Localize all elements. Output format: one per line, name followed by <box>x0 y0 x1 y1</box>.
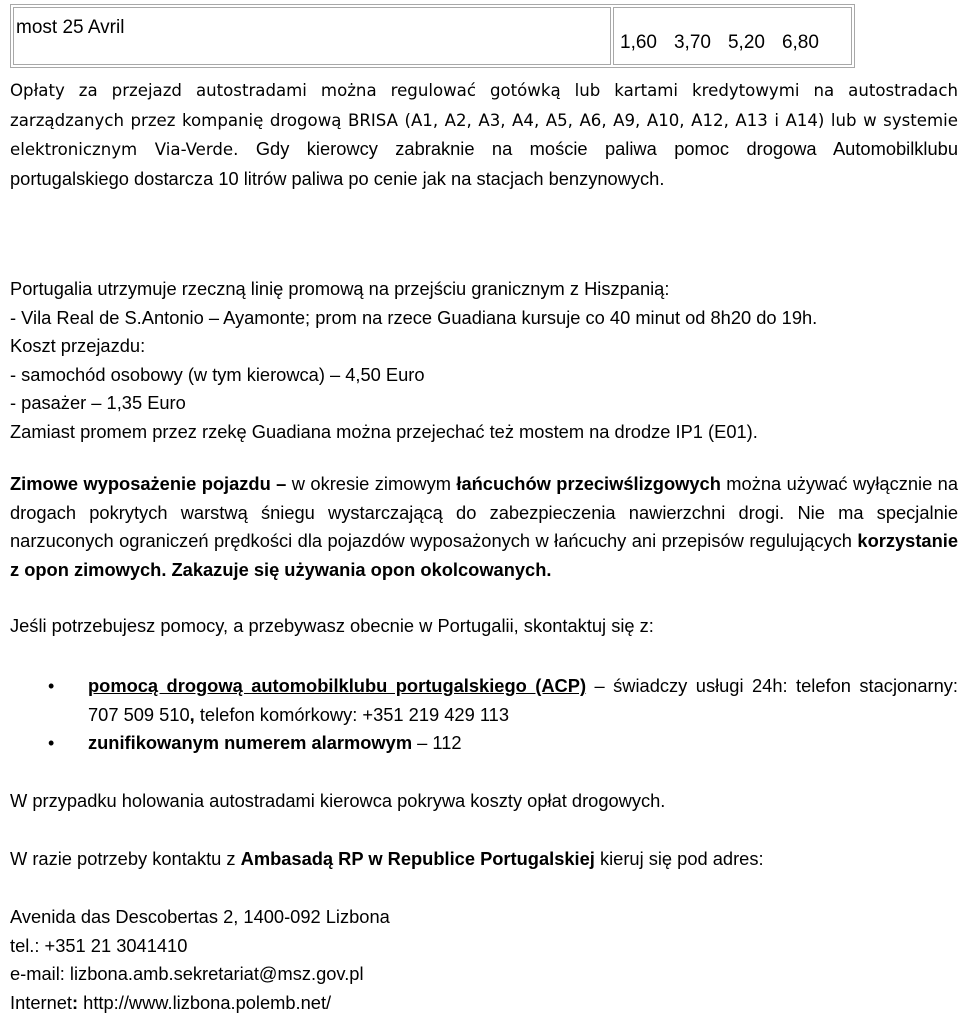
fuel-assistance-text: Gdy kierowcy zabraknie na moście paliwa pomoc drogowa Automobilklubu portugalskiego dostarcza 10 litrów paliwa po cenie jak na stacjach benzynowych. <box>10 138 958 189</box>
winter-text-2: można używać wyłącznie na drogach pokrytych warstwą śniegu wystarczającą do zabezpieczenia nawierzchni drogi. Nie ma specjalnie narzuconych ograniczeń prędkości dla pojazdów wyposażonych w łańcuchy ani przepisów regulujących <box>10 473 959 552</box>
towing-section <box>10 787 958 816</box>
price-class-3: 5,20 <box>727 32 765 53</box>
tolls-paragraph <box>10 76 958 193</box>
winter-section <box>10 470 958 584</box>
embassy-paragraph <box>10 845 958 874</box>
ferry-route: - Vila Real de S.Antonio – Ayamonte; prom na rzece Guadiana kursuje co 40 minut od 8h20 do 19h. <box>10 306 818 328</box>
embassy-section <box>10 845 958 874</box>
snow-chains-term: łańcuchów przeciwślizgowych <box>456 473 721 494</box>
address-tel: tel.: +351 21 3041410 <box>10 934 188 956</box>
acp-mobile-number: : +351 219 429 113 <box>352 703 509 725</box>
address-email: e-mail: lizbona.amb.sekretariat@msz.gov.pl <box>10 963 364 985</box>
internet-label: Internet <box>10 991 72 1013</box>
embassy-text-2: kieruj się pod adres: <box>594 848 764 869</box>
acp-assistance-term: pomocą drogową automobilklubu portugalskiego (ACP) <box>88 675 587 696</box>
toll-table-bridge-cell <box>13 7 611 65</box>
embassy-text-1: W razie potrzeby kontaktu z <box>10 848 241 869</box>
help-contacts-list <box>10 672 958 758</box>
tolls-section <box>10 76 958 193</box>
winter-tyres-term: korzystanie z opon zimowych. <box>10 530 958 580</box>
price-class-1: 1,60 <box>620 32 657 53</box>
address-section <box>10 903 958 1017</box>
bridge-name: most 25 Avril <box>16 17 125 38</box>
acp-comma: , <box>189 703 195 725</box>
internet-url[interactable]: http://www.lizbona.polemb.net/ <box>78 991 332 1013</box>
emergency-number-term: zunifikowanym numerem alarmowym <box>88 732 413 754</box>
studded-tyres-ban: Zakazuje się używania opon okolcowanych. <box>171 558 552 580</box>
toll-table <box>10 4 855 68</box>
tolls-text: Opłaty za przejazd autostradami można regulować gotówką lub kartami kredytowymi na autostradach zarządzanych przez kompanię drogową BRISA (A1, A2, A3, A4, A5, A6, A9, A10, A12, A13 i A14) lub w systemie elektronicznym Via-Verde. <box>10 81 958 160</box>
list-item <box>10 672 958 729</box>
acp-mobile-label: telefon komórkowy <box>194 703 353 725</box>
ferry-cost-title: Koszt przejazdu: <box>10 335 146 357</box>
list-item <box>10 729 958 758</box>
winter-text-1: w okresie zimowym <box>291 473 457 494</box>
help-intro: Jeśli potrzebujesz pomocy, a przebywasz obecnie w Portugalii, skontaktuj się z: <box>10 615 654 636</box>
winter-dash: – <box>270 473 292 494</box>
help-intro-section <box>10 612 958 641</box>
ferry-section <box>10 275 958 447</box>
internet-colon: : <box>72 991 79 1013</box>
toll-table-prices-cell <box>613 7 852 65</box>
address-street: Avenida das Descobertas 2, 1400-092 Lizbona <box>10 906 390 927</box>
emergency-number: – 112 <box>412 732 462 754</box>
bullet-icon: • <box>48 676 55 696</box>
help-list-section <box>10 672 958 758</box>
embassy-name: Ambasadą RP w Republice Portugalskiej <box>240 848 595 869</box>
winter-equipment-heading: Zimowe wyposażenie pojazdu <box>10 473 271 494</box>
price-class-2: 3,70 <box>673 32 711 53</box>
ferry-passenger-cost: - pasażer – 1,35 Euro <box>10 392 186 414</box>
bullet-icon: • <box>48 733 55 754</box>
ferry-car-cost: - samochód osobowy (w tym kierowca) – 4,50 Euro <box>10 363 425 385</box>
towing-text: W przypadku holowania autostradami kierowca pokrywa koszty opłat drogowych. <box>10 790 666 811</box>
acp-details: – świadczy usługi 24h: telefon stacjonarny: 707 509 510 <box>88 675 958 725</box>
price-class-4: 6,80 <box>781 32 819 53</box>
winter-paragraph <box>10 470 958 584</box>
bridge-alternative: Zamiast promem przez rzekę Guadiana można przejechać też mostem na drodze IP1 (E01). <box>10 420 758 442</box>
ferry-intro: Portugalia utrzymuje rzeczną linię promową na przejściu granicznym z Hiszpanią: <box>10 278 670 299</box>
